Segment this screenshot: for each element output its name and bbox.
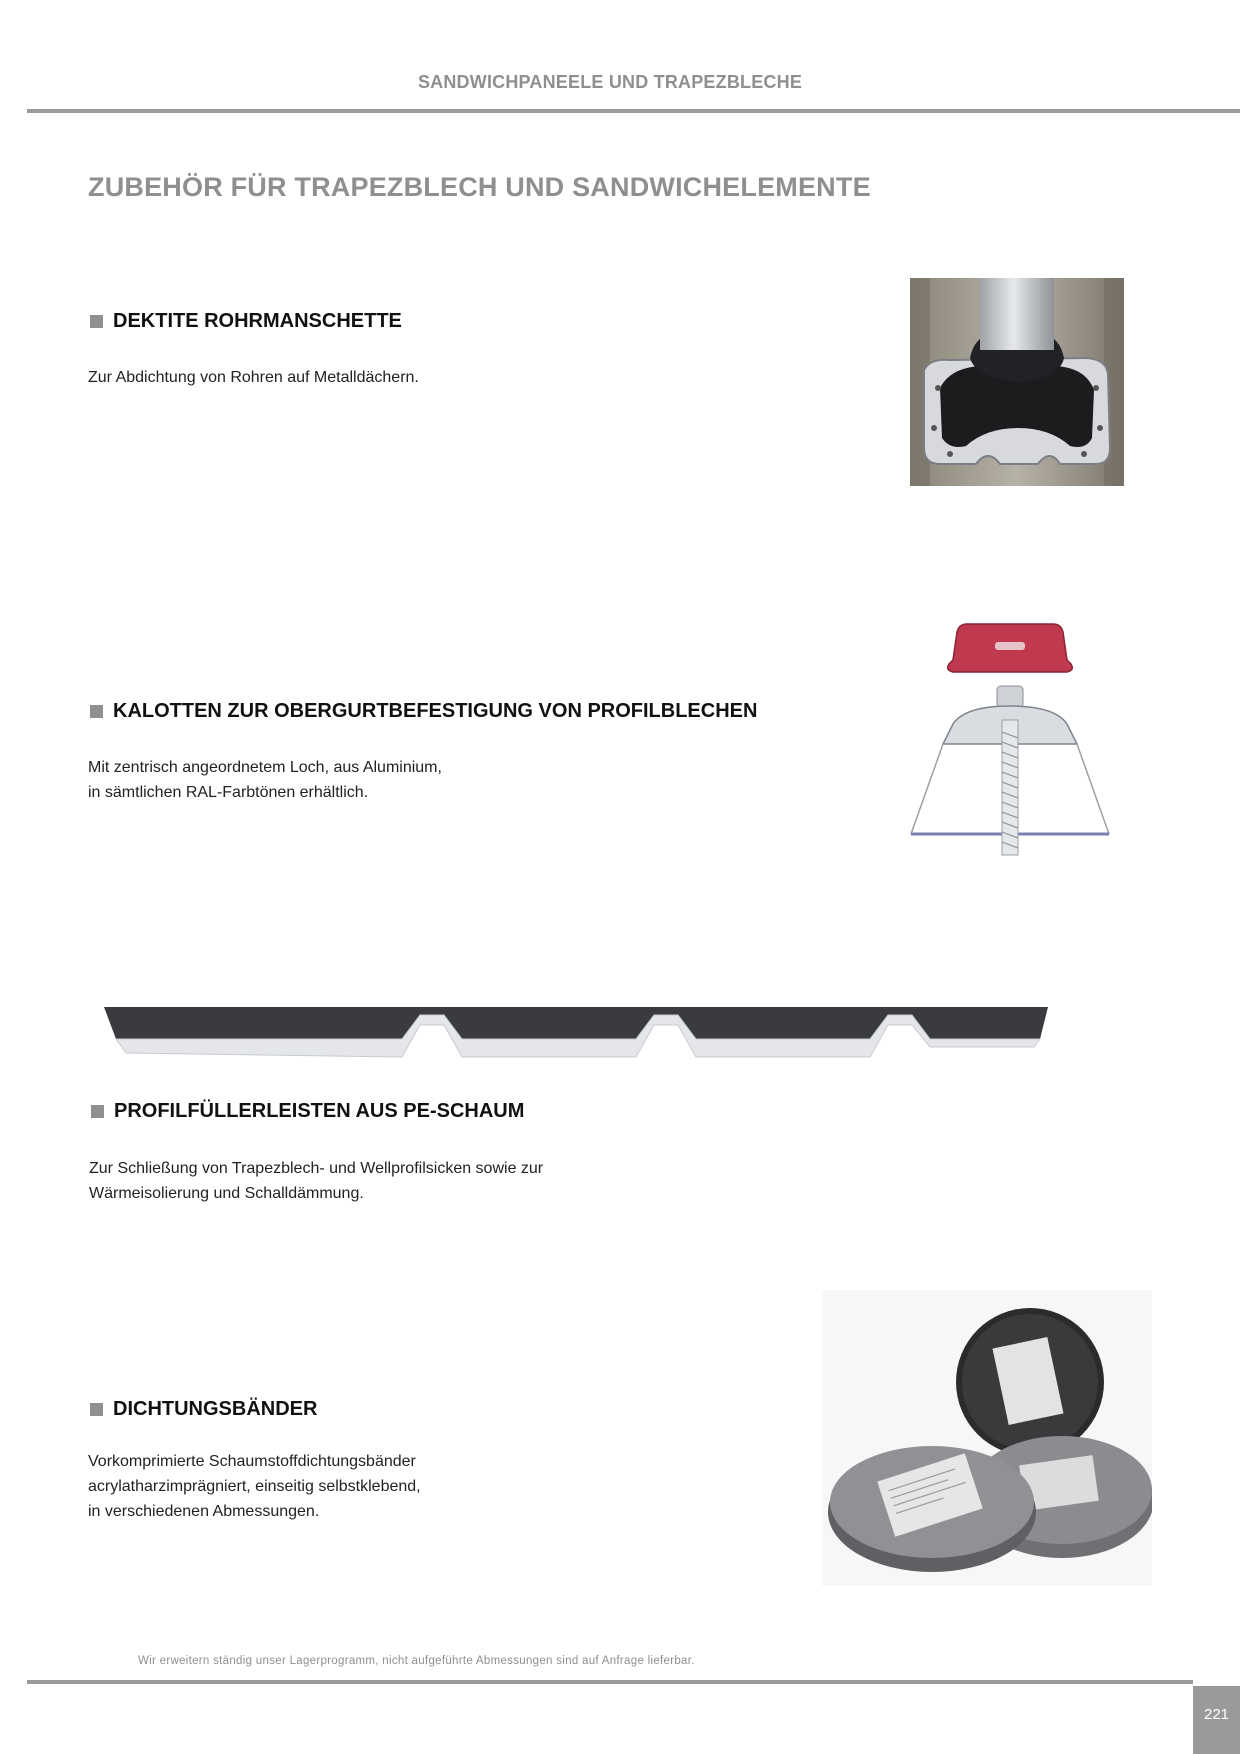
section-description: Vorkomprimierte Schaumstoffdichtungsbänder acrylatharzimprägniert, einseitig selbstklebend, in verschiedenen Abmessungen. <box>88 1453 421 1520</box>
square-bullet-icon <box>91 1105 104 1118</box>
footer-rule <box>27 1680 1193 1684</box>
page-number-badge <box>1193 1686 1240 1754</box>
footer-note: Wir erweitern ständig unser Lagerprogramm, nicht aufgeführte Abmessungen sind auf Anfrage lieferbar. <box>138 1655 695 1667</box>
square-bullet-icon <box>90 705 103 718</box>
running-header: SANDWICHPANEELE UND TRAPEZBLECHE <box>417 72 803 92</box>
section-description: Zur Abdichtung von Rohren auf Metalldächern. <box>88 369 419 386</box>
pipe-flashing-photo <box>910 278 1124 486</box>
square-bullet-icon <box>90 315 103 328</box>
page-number: 221 <box>1203 1706 1230 1723</box>
calotte-screw-diagram <box>905 620 1115 860</box>
header-rule <box>27 109 1240 113</box>
sealing-tape-rolls-photo <box>822 1290 1152 1586</box>
section-description: Zur Schließung von Trapezblech- und Wellprofilsicken sowie zur Wärmeisolierung und Schalldämmung. <box>89 1160 544 1202</box>
section-description: Mit zentrisch angeordnetem Loch, aus Aluminium, in sämtlichen RAL-Farbtönen erhältlich. <box>88 759 442 801</box>
section-heading-kalotten: KALOTTEN ZUR OBERGURTBEFESTIGUNG VON PROFILBLECHEN <box>90 700 757 723</box>
section-heading-dichtungsbaender: DICHTUNGSBÄNDER <box>90 1398 317 1421</box>
square-bullet-icon <box>90 1403 103 1416</box>
section-heading-profilfuellerleisten: PROFILFÜLLERLEISTEN AUS PE-SCHAUM <box>91 1100 524 1123</box>
section-heading-rohrmanschette: DEKTITE ROHRMANSCHETTE <box>90 310 402 333</box>
page-title: ZUBEHÖR FÜR TRAPEZBLECH UND SANDWICHELEMENTE <box>88 172 871 202</box>
foam-filler-strip-photo <box>104 1003 1048 1063</box>
